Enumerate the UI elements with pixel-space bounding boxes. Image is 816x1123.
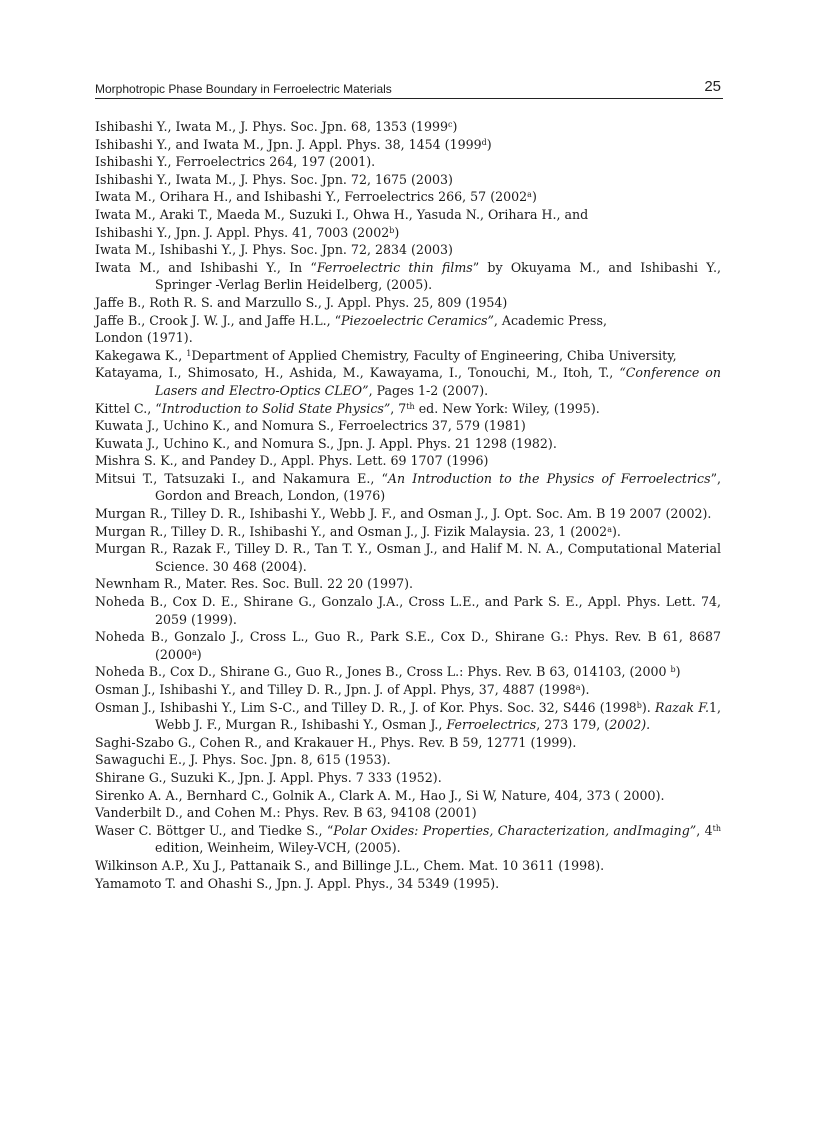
reference-superscript: b [389, 225, 395, 235]
reference-text: ) [394, 224, 400, 240]
reference-text: Sawaguchi E., J. Phys. Soc. Jpn. 8, 615 (1953). [95, 752, 391, 768]
reference-entry [95, 822, 721, 857]
reference-entry [95, 787, 721, 805]
reference-text: Ishibashi Y., and Iwata M., Jpn. J. Appl. Phys. 38, 1454 (1999 [95, 136, 482, 152]
reference-text: Osman J., Ishibashi Y., and Tilley D. R., Jpn. J. of Appl. Phys, 37, 4887 (1998 [95, 682, 576, 697]
reference-entry [95, 294, 721, 312]
reference-italic-text: “Conference on Lasers and Electro-Optics CLEO” [155, 365, 721, 398]
reference-italic-text: Ferroelectrics [446, 717, 537, 733]
reference-text: Murgan R., Tilley D. R., Ishibashi Y., Webb J. F., and Osman J., J. Opt. Soc. Am. B 19 2007 (2002). [95, 506, 712, 522]
reference-italic-text: Razak F. [654, 699, 709, 715]
reference-entry [95, 364, 721, 399]
reference-entry [95, 347, 721, 365]
reference-entry [95, 575, 721, 593]
reference-italic-text: 2002). [609, 717, 651, 733]
reference-text: Kuwata J., Uchino K., and Nomura S., Ferroelectrics 37, 579 (1981) [95, 418, 526, 434]
reference-text: Vanderbilt D., and Cohen M.: Phys. Rev. B 63, 94108 (2001) [95, 805, 477, 821]
page-number: 25 [704, 78, 721, 95]
reference-text: Kittel C., “ [95, 400, 162, 416]
reference-entry [95, 857, 721, 875]
reference-entry [95, 241, 721, 259]
reference-entry [95, 751, 721, 769]
reference-text: Iwata M., Orihara H., and Ishibashi Y., Ferroelectrics 266, 57 (2002 [95, 189, 528, 205]
reference-entry [95, 188, 721, 206]
reference-text: ). [611, 523, 621, 539]
reference-superscript: b [636, 700, 642, 710]
reference-text: ) [452, 119, 458, 134]
reference-text: Katayama, I., Shimosato, H., Ashida, M., Kawayama, I., Tonouchi, M., Itoh, T., [95, 365, 620, 381]
reference-entry [95, 118, 721, 136]
reference-text: Saghi-Szabo G., Cohen R., and Krakauer H., Phys. Rev. B 59, 12771 (1999). [95, 734, 577, 750]
running-title: Morphotropic Phase Boundary in Ferroelectric Materials [95, 82, 392, 96]
reference-italic-text: Polar Oxides: Properties, Characterization, andImaging” [333, 822, 697, 838]
reference-entry [95, 734, 721, 752]
reference-text: Iwata M., Ishibashi Y., J. Phys. Soc. Jpn. 72, 2834 (2003) [95, 242, 453, 258]
reference-entry [95, 259, 721, 294]
reference-entry [95, 540, 721, 575]
reference-text: Noheda B., Gonzalo J., Cross L., Guo R., Park S.E., Cox D., Shirane G.: Phys. Rev. B 61, 8687 (2000 [95, 629, 721, 662]
reference-text: London (1971). [95, 330, 193, 346]
reference-italic-text: Piezoelectric Ceramics” [341, 312, 494, 328]
reference-text: Osman J., Ishibashi Y., Lim S-C., and Tilley D. R., J. of Kor. Phys. Soc. 32, S446 (1998 [95, 699, 637, 715]
reference-entry [95, 452, 721, 470]
reference-superscript: a [607, 524, 612, 534]
reference-superscript: th [406, 401, 415, 411]
reference-text: Kakegawa K., [95, 347, 187, 363]
reference-text: ”, Gordon and Breach, London, (1976) [155, 470, 722, 504]
reference-entry [95, 523, 721, 541]
reference-text: Wilkinson A.P., Xu J., Pattanaik S., and Billinge J.L., Chem. Mat. 10 3611 (1998). [95, 857, 605, 873]
reference-text: Ishibashi Y., Jpn. J. Appl. Phys. 41, 7003 (2002 [95, 224, 390, 240]
reference-text: Mishra S. K., and Pandey D., Appl. Phys. Lett. 69 1707 (1996) [95, 453, 489, 469]
reference-text: Sirenko A. A., Bernhard C., Golnik A., Clark A. M., Hao J., Si W, Nature, 404, 373 ( 2000). [95, 787, 665, 803]
reference-text: , Academic Press, [493, 312, 607, 328]
reference-text: Iwata M., and Ishibashi Y., In “ [95, 259, 317, 275]
reference-text: Newnham R., Mater. Res. Soc. Bull. 22 20 (1997). [95, 576, 414, 592]
reference-text: Department of Applied Chemistry, Faculty of Engineering, Chiba University, [191, 347, 677, 363]
reference-entry [95, 400, 721, 418]
reference-entry [95, 769, 721, 787]
reference-text: Yamamoto T. and Ohashi S., Jpn. J. Appl. Phys., 34 5349 (1995). [95, 875, 500, 891]
reference-text: Waser C. Böttger U., and Tiedke S., “ [95, 822, 334, 838]
reference-text: 1, Webb J. F., Murgan R., Ishibashi Y., Osman J., [155, 699, 721, 733]
reference-text: ed. New York: Wiley, (1995). [414, 400, 600, 416]
reference-text: ) [196, 646, 202, 662]
reference-text: Ishibashi Y., Iwata M., J. Phys. Soc. Jpn. 72, 1675 (2003) [95, 171, 453, 187]
reference-text: ). [641, 699, 655, 715]
reference-superscript: b [670, 665, 676, 675]
reference-text: , Pages 1-2 (2007). [368, 382, 489, 398]
reference-entry [95, 153, 721, 171]
reference-text: Noheda B., Cox D., Shirane G., Guo R., Jones B., Cross L.: Phys. Rev. B 63, 014103, (2000 [95, 664, 671, 680]
reference-text: Ishibashi Y., Ferroelectrics 264, 197 (2001). [95, 154, 376, 170]
reference-superscript: a [575, 683, 581, 692]
reference-entry [95, 136, 721, 154]
reference-superscript: a [527, 190, 532, 200]
reference-italic-text: Ferroelectric thin films [316, 259, 473, 275]
reference-text: Noheda B., Cox D. E., Shirane G., Gonzalo J.A., Cross L.E., and Park S. E., Appl. Phys. Lett. 74, 2059 (1999). [95, 594, 721, 627]
reference-text: Murgan R., Tilley D. R., Ishibashi Y., and Osman J., J. Fizik Malaysia. 23, 1 (2002 [95, 523, 608, 539]
reference-text: Jaffe B., Roth R. S. and Marzullo S., J. Appl. Phys. 25, 809 (1954) [95, 294, 508, 310]
reference-text: , 7 [390, 400, 407, 416]
running-header [95, 76, 723, 99]
reference-list [95, 118, 721, 892]
reference-superscript: th [712, 823, 721, 833]
reference-superscript: d [481, 137, 487, 147]
reference-entry [95, 224, 721, 242]
reference-entry [95, 593, 721, 628]
reference-entry [95, 206, 721, 224]
reference-text: Jaffe B., Crook J. W. J., and Jaffe H.L., “ [95, 312, 342, 328]
reference-text: Mitsui T., Tatsuzaki I., and Nakamura E., “ [95, 470, 388, 486]
reference-entry [95, 699, 721, 734]
reference-superscript: 1 [186, 348, 192, 358]
reference-italic-text: An Introduction to the Physics of Ferroelectrics [387, 470, 711, 486]
reference-text: ” by Okuyama M., and Ishibashi Y., Springer -Verlag Berlin Heidelberg, (2005). [155, 259, 721, 293]
reference-text: Murgan R., Razak F., Tilley D. R., Tan T. Y., Osman J., and Halif M. N. A., Computational Material Science. 30 468 (2004). [95, 541, 721, 574]
reference-entry [95, 875, 721, 893]
reference-entry [95, 663, 721, 681]
reference-entry [95, 804, 721, 822]
reference-entry [95, 681, 721, 699]
reference-text: Iwata M., Araki T., Maeda M., Suzuki I., Ohwa H., Yasuda N., Orihara H., and [95, 206, 589, 222]
reference-entry [95, 505, 721, 523]
reference-text: , 273 179, ( [536, 717, 610, 733]
reference-entry [95, 470, 721, 505]
reference-entry [95, 628, 721, 663]
reference-entry [95, 329, 721, 347]
reference-text: ) [531, 189, 537, 205]
reference-entry [95, 417, 721, 435]
reference-entry [95, 435, 721, 453]
reference-text: Ishibashi Y., Iwata M., J. Phys. Soc. Jpn. 68, 1353 (1999 [95, 119, 448, 134]
reference-text: Kuwata J., Uchino K., and Nomura S., Jpn. J. Appl. Phys. 21 1298 (1982). [95, 435, 557, 451]
reference-entry [95, 312, 721, 330]
reference-text: ) [486, 136, 492, 152]
reference-text: ). [580, 682, 590, 697]
reference-superscript: a [191, 647, 197, 657]
reference-superscript: c [447, 120, 453, 129]
reference-text: Shirane G., Suzuki K., Jpn. J. Appl. Phys. 7 333 (1952). [95, 769, 442, 785]
reference-text: edition, Weinheim, Wiley-VCH, (2005). [155, 840, 401, 856]
reference-italic-text: Introduction to Solid State Physics” [161, 400, 391, 416]
reference-entry [95, 171, 721, 189]
reference-text: ) [675, 664, 681, 680]
reference-text: , 4 [696, 822, 713, 838]
